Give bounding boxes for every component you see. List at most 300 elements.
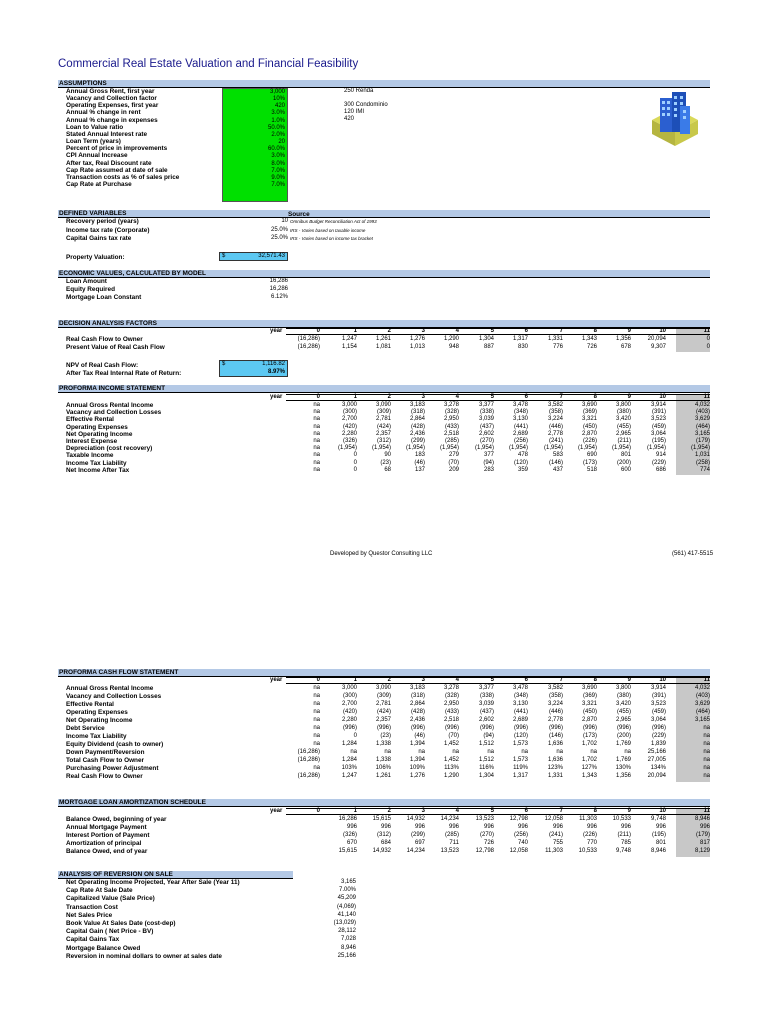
assumption-note: 300 Condominio <box>344 102 388 108</box>
economic-value: 16,286 <box>269 278 288 284</box>
table-cell: (318) <box>410 409 425 416</box>
table-cell: 14,234 <box>440 816 459 822</box>
property-valuation-label: Property Valuation: <box>66 254 125 261</box>
table-cell: 0 <box>706 336 710 342</box>
table-cell: 755 <box>552 840 563 846</box>
economic-value: 6.12% <box>270 294 288 300</box>
year-header-cell: 1 <box>353 808 357 814</box>
assumption-label: Vacancy and Collection factor <box>66 95 157 103</box>
year-header-cell: 1 <box>353 328 357 334</box>
defined-variable-source: Omnibus Budget Reconciliation Act of 1993 <box>290 219 377 224</box>
table-cell: (300) <box>342 693 357 699</box>
decision-analysis-header: DECISION ANALYSIS FACTORS <box>58 320 710 328</box>
table-cell: 1,573 <box>512 741 528 747</box>
table-cell: na <box>313 466 320 473</box>
table-cell: 1,839 <box>650 741 666 747</box>
year-header-cell: 0 <box>316 328 320 334</box>
table-row-label: Debt Service <box>66 725 105 732</box>
table-cell: (179) <box>695 832 710 838</box>
table-cell: 2,602 <box>478 430 494 437</box>
table-cell: 996 <box>414 824 425 830</box>
npv-irr-box <box>219 360 288 377</box>
table-row-label: Income Tax Liability <box>66 733 127 740</box>
table-cell: 1,247 <box>341 773 357 779</box>
table-cell: 1,317 <box>512 773 528 779</box>
table-cell: 16,286 <box>338 816 357 822</box>
table-cell: na <box>703 741 710 747</box>
year-header-cell: 5 <box>490 808 494 814</box>
table-cell: 1,394 <box>409 757 425 763</box>
year-header-cell: 4 <box>455 808 459 814</box>
table-cell: (1,954) <box>611 445 631 452</box>
property-value: 32,571.43 <box>258 253 285 259</box>
table-cell: na <box>313 765 320 771</box>
table-cell: na <box>313 409 320 416</box>
year-header-cell: 10 <box>659 808 666 814</box>
year-header-cell: 1 <box>353 677 357 683</box>
table-cell: (211) <box>617 438 631 444</box>
table-cell: (300) <box>342 409 357 416</box>
year-header-cell: 0 <box>316 394 320 400</box>
reversion-value: 28,112 <box>338 928 356 935</box>
table-cell: (16,286) <box>297 336 320 342</box>
table-row-label: Interest Portion of Payment <box>66 832 150 839</box>
table-cell: 1,276 <box>409 336 425 342</box>
table-cell: 13,523 <box>475 816 494 822</box>
assumption-value: 60.0% <box>267 146 285 153</box>
table-row-label: Down Payment/Reversion <box>66 749 145 756</box>
table-cell: 2,965 <box>615 430 631 437</box>
table-cell: (229) <box>651 459 666 466</box>
income-statement-header: PROFORMA INCOME STATEMENT <box>58 385 710 393</box>
table-cell: (241) <box>548 832 563 838</box>
assumption-label: After tax, Real Discount rate <box>66 159 152 167</box>
table-cell: (285) <box>444 832 459 838</box>
table-cell: (996) <box>582 725 597 731</box>
table-cell: 3,090 <box>375 685 391 691</box>
table-cell: 3,064 <box>650 430 666 437</box>
table-cell: 137 <box>414 466 425 473</box>
table-cell: 2,950 <box>443 701 459 707</box>
table-cell: (1,954) <box>371 445 391 452</box>
year-header-cell: 2 <box>387 328 391 334</box>
year-header-cell: 10 <box>659 677 666 683</box>
assumption-value: 3,000 <box>269 89 285 95</box>
assumption-label: CPI Annual Increase <box>66 152 128 160</box>
table-cell: (241) <box>548 438 563 444</box>
table-cell: (328) <box>444 409 459 416</box>
table-cell: 1,261 <box>375 336 391 342</box>
assumption-label: Percent of price in improvements <box>66 145 168 153</box>
reversion-label: Mortgage Balance Owed <box>66 944 141 952</box>
table-cell: (1,954) <box>337 445 357 452</box>
table-cell: na <box>313 459 320 466</box>
table-cell: 1,452 <box>443 757 459 763</box>
assumption-value: 2.0% <box>271 131 285 138</box>
reversion-value: 8,946 <box>340 944 356 951</box>
reversion-value: (4,069) <box>336 903 356 910</box>
assumption-note: 420 <box>344 116 355 122</box>
table-cell: 9,748 <box>650 816 666 822</box>
table-cell: 20,094 <box>647 336 666 342</box>
table-row-label: Vacancy and Collection Losses <box>66 693 162 700</box>
table-cell: (420) <box>342 709 357 715</box>
year-header-cell: 9 <box>627 677 631 683</box>
table-cell: 3,377 <box>478 685 494 691</box>
defined-variable-source: IRS - Varies based on taxable income <box>290 227 366 233</box>
table-cell: na <box>313 438 320 444</box>
table-cell: 1,331 <box>547 336 563 342</box>
table-cell: 1,304 <box>478 773 494 779</box>
assumption-label: Cap Rate assumed at date of sale <box>66 166 168 174</box>
defined-variables-header: DEFINED VARIABLES <box>58 210 710 218</box>
table-row-label: Effective Rental <box>66 701 114 708</box>
table-row-label: Total Cash Flow to Owner <box>66 757 144 764</box>
table-cell: (338) <box>479 693 494 699</box>
table-cell: 996 <box>586 824 597 830</box>
table-cell: 3,629 <box>694 701 710 707</box>
table-row-label: Net Operating Income <box>66 717 133 724</box>
year-header-cell: 11 <box>703 394 710 400</box>
table-cell: (348) <box>513 693 528 699</box>
table-cell: 9,307 <box>650 343 666 350</box>
table-cell: 3,039 <box>478 416 494 423</box>
table-cell: 1,304 <box>478 336 494 342</box>
assumption-value: 420 <box>274 103 285 110</box>
table-cell: 726 <box>586 343 597 350</box>
table-cell: 0 <box>353 466 357 473</box>
year-header-cell: 4 <box>455 394 459 400</box>
year-header-cell: 3 <box>421 394 425 400</box>
table-cell: 3,478 <box>512 402 528 408</box>
table-cell: na <box>590 749 597 755</box>
assumption-value: 3.0% <box>271 110 285 117</box>
table-cell: 3,523 <box>650 701 666 707</box>
table-row-label: Balance Owed, beginning of year <box>66 816 167 823</box>
table-cell: (173) <box>582 733 597 739</box>
table-row-label: Income Tax Liability <box>66 459 127 467</box>
table-cell: 1,573 <box>512 757 528 763</box>
table-cell: 996 <box>517 824 528 830</box>
table-cell: (200) <box>616 459 631 466</box>
year-header-cell: 5 <box>490 328 494 334</box>
table-cell: (94) <box>483 733 494 739</box>
npv-value: 1,116.82 <box>262 361 285 367</box>
table-cell: (391) <box>651 409 666 416</box>
table-cell: 130% <box>615 765 631 771</box>
year-header-cell: 9 <box>627 328 631 334</box>
table-cell: 801 <box>655 840 666 846</box>
table-row-label: Annual Gross Rental Income <box>66 402 154 409</box>
table-cell: (424) <box>376 709 391 715</box>
irr-value: 8.97% <box>267 369 285 375</box>
table-cell: 3,278 <box>443 402 459 408</box>
table-cell: 684 <box>380 840 391 846</box>
reversion-label: Reversion in nominal dollars to owner at sales date <box>66 952 222 960</box>
table-cell: 3,800 <box>615 685 631 691</box>
table-cell: (46) <box>414 459 425 466</box>
table-cell: 10,533 <box>578 848 597 854</box>
table-cell: (70) <box>448 733 459 739</box>
table-cell: (120) <box>513 733 528 739</box>
mortgage-header: MORTGAGE LOAN AMORTIZATION SCHEDULE <box>58 799 710 807</box>
table-cell: (1,954) <box>439 445 459 452</box>
year-header-cell: 5 <box>490 677 494 683</box>
year-label: year <box>270 394 283 400</box>
defined-variable-source: IRS - Varies based on income tax bracket <box>290 236 373 241</box>
table-cell: 678 <box>620 343 631 350</box>
table-cell: 1,769 <box>615 757 631 763</box>
table-cell: 2,280 <box>341 717 357 723</box>
table-cell: 690 <box>586 452 597 459</box>
table-row-label: Equity Dividend (cash to owner) <box>66 741 164 748</box>
table-cell: 948 <box>448 343 459 350</box>
year-header-cell: 7 <box>559 677 563 683</box>
economic-value-label: Mortgage Loan Constant <box>66 294 142 301</box>
table-cell: (179) <box>695 438 710 444</box>
table-cell: (433) <box>444 709 459 715</box>
table-cell: 1,512 <box>478 741 494 747</box>
table-cell: na <box>521 749 528 755</box>
table-row-label: Net Income After Tax <box>66 466 130 474</box>
table-cell: 2,436 <box>409 430 425 437</box>
reversion-value: 41,140 <box>337 911 356 918</box>
cash-flow-header: PROFORMA CASH FLOW STATEMENT <box>58 669 710 677</box>
assumption-value: 3.0% <box>271 153 285 160</box>
assumption-value: 7.0% <box>271 181 285 188</box>
table-cell: 2,436 <box>409 717 425 723</box>
table-cell: 726 <box>483 840 494 846</box>
table-cell: (299) <box>410 832 425 838</box>
table-cell: na <box>418 749 425 755</box>
defined-variable-value: 25.0% <box>270 226 288 233</box>
table-cell: na <box>313 685 320 691</box>
table-cell: 279 <box>448 452 459 459</box>
table-cell: na <box>313 416 320 423</box>
table-cell: 3,039 <box>478 701 494 707</box>
table-cell: (146) <box>548 733 563 739</box>
table-cell: (369) <box>582 409 597 416</box>
table-cell: na <box>313 709 320 715</box>
reversion-label: Net Operating Income Projected, Year After Sale (Year 11) <box>66 879 240 886</box>
property-currency: $ <box>222 253 226 259</box>
table-cell: 3,064 <box>650 717 666 723</box>
table-cell: 2,864 <box>409 701 425 707</box>
defined-variable-value: 10 <box>281 218 288 224</box>
table-cell: 697 <box>414 840 425 846</box>
table-row-label: Annual Mortgage Payment <box>66 824 147 831</box>
table-cell: 3,629 <box>694 416 710 423</box>
table-cell: 2,965 <box>615 717 631 723</box>
table-cell: 518 <box>586 466 597 473</box>
table-cell: 2,700 <box>341 416 357 423</box>
table-cell: 2,870 <box>581 430 597 437</box>
table-cell: (285) <box>444 438 459 444</box>
table-cell: na <box>313 423 320 430</box>
table-cell: na <box>313 445 320 452</box>
table-cell: 123% <box>547 765 563 771</box>
table-cell: 3,090 <box>375 402 391 408</box>
table-cell: 600 <box>620 466 631 473</box>
table-cell: 670 <box>346 840 357 846</box>
table-cell: 3,420 <box>615 416 631 423</box>
table-cell: 801 <box>620 452 631 459</box>
table-cell: 1,247 <box>341 336 357 342</box>
year-header-cell: 4 <box>455 328 459 334</box>
table-cell: (433) <box>444 423 459 430</box>
table-cell: na <box>313 430 320 437</box>
table-cell: (996) <box>616 725 631 731</box>
table-cell: (226) <box>582 438 597 444</box>
assumption-note: 120 IMI <box>344 109 365 115</box>
table-cell: 3,420 <box>615 701 631 707</box>
reversion-label: Capital Gain ( Net Price - BV) <box>66 928 154 936</box>
table-cell: (1,954) <box>577 445 597 452</box>
table-cell: 1,331 <box>547 773 563 779</box>
table-cell: 3,130 <box>512 701 528 707</box>
page-title: Commercial Real Estate Valuation and Financial Feasibility <box>58 58 359 70</box>
table-cell: 1,343 <box>581 773 597 779</box>
table-row-label: Vacancy and Collection Losses <box>66 409 162 417</box>
year-header-cell: 4 <box>455 677 459 683</box>
table-cell: na <box>313 733 320 739</box>
defined-variable-value: 25.0% <box>270 235 288 241</box>
year-header-cell: 3 <box>421 808 425 814</box>
table-cell: (1,954) <box>690 445 710 452</box>
reversion-label: Book Value At Sales Date (cost-dep) <box>66 920 176 927</box>
year-header-cell: 2 <box>387 394 391 400</box>
table-row-label: Real Cash Flow to Owner <box>66 336 143 343</box>
table-cell: 996 <box>483 824 494 830</box>
assumption-value: 50.0% <box>267 124 285 131</box>
table-cell: 12,798 <box>475 848 494 854</box>
table-cell: (309) <box>376 693 391 699</box>
table-cell: na <box>452 749 459 755</box>
table-cell: na <box>703 749 710 755</box>
table-cell: 12,058 <box>544 816 563 822</box>
table-cell: 996 <box>620 824 631 830</box>
table-cell: (455) <box>616 709 631 715</box>
year-header-cell: 11 <box>703 677 710 683</box>
table-cell: 2,689 <box>512 717 528 723</box>
table-cell: na <box>313 693 320 699</box>
economic-value-label: Equity Required <box>66 286 116 293</box>
table-cell: 996 <box>448 824 459 830</box>
table-cell: 11,303 <box>579 816 597 822</box>
irr-label: After Tax Real Internal Rate of Return: <box>66 370 182 377</box>
table-cell: (380) <box>616 409 631 416</box>
table-cell: 9,748 <box>615 848 631 854</box>
table-cell: (459) <box>651 423 666 430</box>
table-cell: (299) <box>410 438 425 444</box>
table-cell: 1,394 <box>409 741 425 747</box>
reversion-label: Cap Rate At Sale Date <box>66 887 133 895</box>
year-header-cell: 6 <box>524 394 528 400</box>
contact-phone: (561) 417-5515 <box>672 551 714 557</box>
table-cell: (23) <box>380 733 391 739</box>
npv-label: NPV of Real Cash Flow: <box>66 362 139 369</box>
year-header-cell: 11 <box>703 808 710 814</box>
table-row-label: Amortization of principal <box>66 840 142 847</box>
table-cell: na <box>703 733 710 739</box>
table-cell: 20,094 <box>647 773 666 779</box>
table-cell: 0 <box>353 452 357 459</box>
table-cell: (996) <box>342 725 357 731</box>
table-cell: 13,523 <box>440 848 459 854</box>
assumption-label: Operating Expenses, first year <box>66 102 159 110</box>
table-cell: 1,013 <box>409 343 425 350</box>
table-cell: (428) <box>410 423 425 430</box>
assumption-label: Loan to Value ratio <box>66 123 124 131</box>
assumption-label: Loan Term (years) <box>66 138 121 146</box>
table-cell: 8,946 <box>694 816 710 822</box>
table-cell: 109% <box>409 765 425 771</box>
assumption-value: 1.0% <box>271 117 285 124</box>
reversion-label: Net Sales Price <box>66 911 113 919</box>
table-cell: 3,914 <box>650 402 666 408</box>
table-cell: (358) <box>548 409 563 416</box>
table-cell: (1,954) <box>646 445 666 452</box>
year-header-cell: 2 <box>387 677 391 683</box>
assumption-label: Annual Gross Rent, first year <box>66 88 155 95</box>
table-cell: 887 <box>483 343 494 350</box>
table-cell: 12,058 <box>509 848 528 854</box>
table-cell: 1,338 <box>375 757 391 763</box>
year-label: year <box>270 808 283 814</box>
table-cell: 996 <box>699 824 710 830</box>
table-cell: 1,081 <box>375 343 391 350</box>
table-cell: 774 <box>699 466 710 473</box>
table-cell: (70) <box>448 459 459 466</box>
year-header-cell: 7 <box>559 394 563 400</box>
year-header-cell: 1 <box>353 394 357 400</box>
assumption-value: 7.0% <box>271 167 285 174</box>
table-cell: 1,343 <box>581 336 597 342</box>
table-cell: 0 <box>353 459 357 466</box>
table-cell: (996) <box>513 725 528 731</box>
table-cell: (459) <box>651 709 666 715</box>
reversion-value: 7,028 <box>340 936 356 943</box>
table-cell: 116% <box>479 765 494 771</box>
table-cell: na <box>313 452 320 459</box>
table-cell: na <box>313 725 320 731</box>
table-cell: 3,377 <box>478 402 494 408</box>
assumptions-input-box[interactable] <box>222 88 288 202</box>
table-row-label: Purchasing Power Adjustment <box>66 765 159 772</box>
table-cell: (146) <box>548 459 563 466</box>
table-cell: (226) <box>582 832 597 838</box>
table-cell: 4,032 <box>694 685 710 691</box>
table-cell: 3,523 <box>650 416 666 423</box>
table-cell: (369) <box>582 693 597 699</box>
table-cell: 3,165 <box>694 717 710 723</box>
year-header-cell: 9 <box>627 808 631 814</box>
table-cell: 2,518 <box>443 717 459 723</box>
table-row-label: Balance Owed, end of year <box>66 848 148 855</box>
table-cell: na <box>624 749 631 755</box>
table-cell: 3,278 <box>443 685 459 691</box>
table-cell: (23) <box>380 459 391 466</box>
table-cell: 2,689 <box>512 430 528 437</box>
source-header: Source <box>288 211 310 218</box>
table-cell: (446) <box>548 423 563 430</box>
table-cell: (256) <box>513 438 528 444</box>
assumption-label: Stated Annual Interest rate <box>66 130 148 138</box>
table-cell: 3,183 <box>409 685 425 691</box>
table-cell: (1,954) <box>508 445 528 452</box>
table-cell: 3,690 <box>581 685 597 691</box>
table-cell: 68 <box>384 466 391 473</box>
